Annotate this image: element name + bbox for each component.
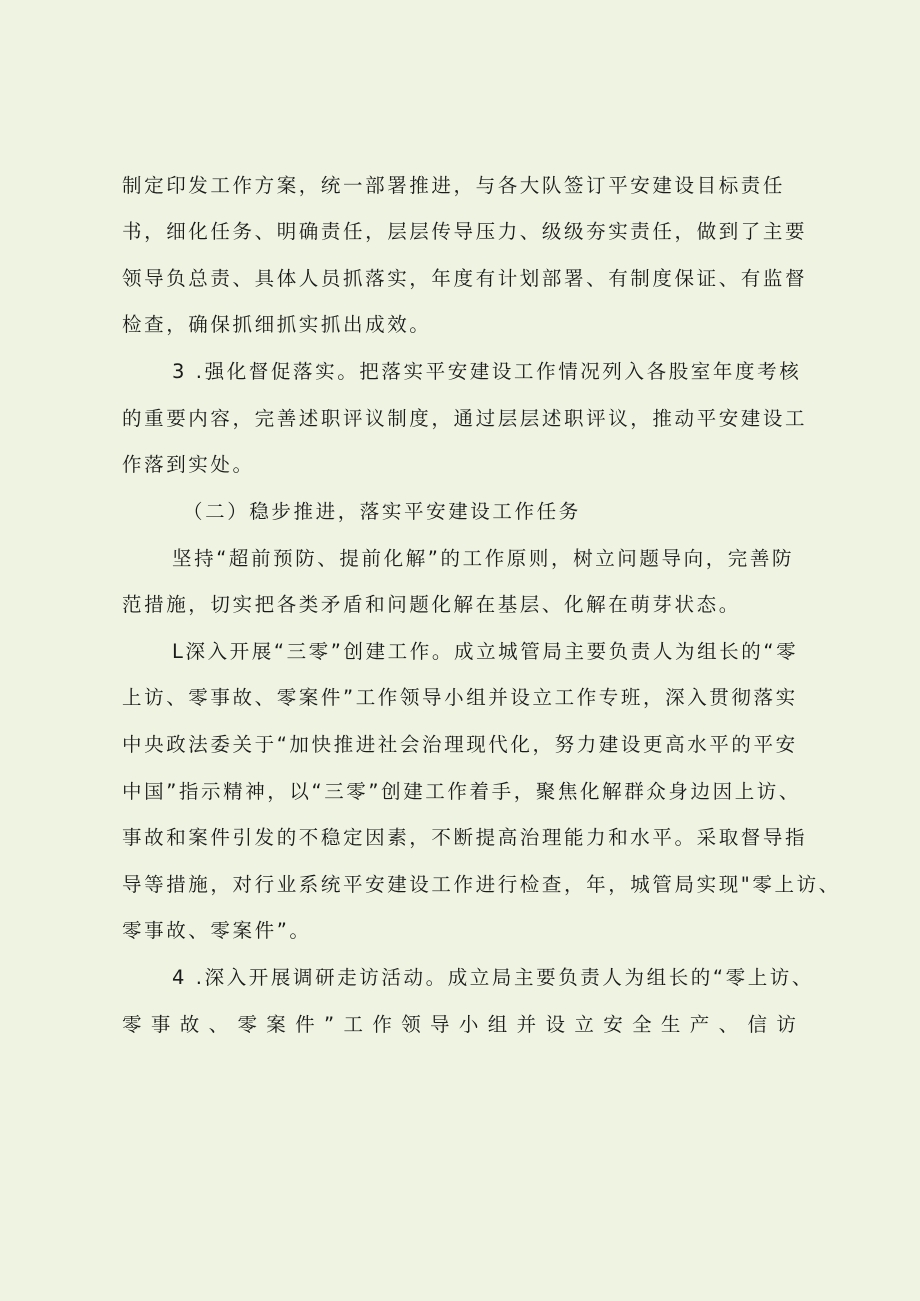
glyph: 事	[150, 1013, 171, 1036]
text-line: 4 .深入开展调研走访活动。成立局主要负责人为组长的“零上访、	[172, 966, 815, 989]
glyph: ”	[324, 1013, 335, 1036]
text-line: L深入开展“三零”创建工作。成立城管局主要负责人为组长的“零	[172, 640, 799, 663]
glyph: 作	[372, 1013, 392, 1036]
glyph: 产	[689, 1013, 710, 1036]
text-line: 零事故、零案件”。	[122, 919, 312, 942]
glyph: 领	[401, 1013, 421, 1036]
glyph: 工	[343, 1013, 363, 1036]
text-line: 的重要内容，完善述职评议制度，通过层层述职评议，推动平安建设工	[122, 407, 808, 430]
glyph: 立	[574, 1013, 594, 1036]
text-line: 作落到实处。	[122, 453, 255, 476]
text-line: 坚持“超前预防、提前化解”的工作原则，树立问题导向，完善防	[172, 547, 795, 570]
text-line: 范措施，切实把各类矛盾和问题化解在基层、化解在萌芽状态。	[122, 593, 741, 616]
glyph: 件	[295, 1013, 315, 1036]
glyph: 案	[266, 1013, 286, 1036]
text-line: 中国”指示精神，以“三零”创建工作着手，聚焦化解群众身边因上访、	[122, 780, 802, 803]
glyph: 访	[776, 1013, 796, 1036]
text-line: 制定印发工作方案，统一部署推进，与各大队签订平安建设目标责任	[122, 174, 786, 197]
glyph: 、	[208, 1013, 229, 1036]
glyph: 设	[545, 1013, 565, 1036]
text-line: 导等措施，对行业系统平安建设工作进行检查，年，城管局实现"零上访、	[122, 873, 841, 896]
glyph: 零	[237, 1013, 257, 1036]
glyph: 、	[718, 1013, 739, 1036]
glyph: 并	[516, 1013, 537, 1036]
text-line: 上访、零事故、零案件”工作领导小组并设立工作专班，深入贯彻落实	[122, 686, 798, 709]
text-line-justified	[122, 1011, 796, 1039]
text-line: 书，细化任务、明确责任，层层传导压力、级级夯实责任，做到了主要	[122, 220, 808, 243]
glyph: 故	[179, 1013, 200, 1036]
glyph: 生	[660, 1013, 681, 1036]
glyph: 组	[487, 1013, 508, 1036]
glyph: 小	[458, 1013, 479, 1036]
text-line: 3 .强化督促落实。把落实平安建设工作情况列入各股室年度考核	[172, 360, 802, 383]
glyph: 导	[430, 1013, 450, 1036]
glyph: 零	[122, 1013, 142, 1036]
text-line: 中央政法委关于“加快推进社会治理现代化，努力建设更高水平的平安	[122, 733, 798, 756]
text-line: 领导负总责、具体人员抓落实，年度有计划部署、有制度保证、有监督	[122, 267, 808, 290]
section-heading: （二）稳步推进，落实平安建设工作任务	[183, 500, 581, 523]
glyph: 信	[747, 1013, 768, 1036]
glyph: 安	[603, 1013, 623, 1036]
text-line: 检查，确保抓细抓实抓出成效。	[122, 313, 432, 336]
text-line: 事故和案件引发的不稳定因素，不断提高治理能力和水平。采取督导指	[122, 826, 808, 849]
glyph: 全	[632, 1013, 652, 1036]
